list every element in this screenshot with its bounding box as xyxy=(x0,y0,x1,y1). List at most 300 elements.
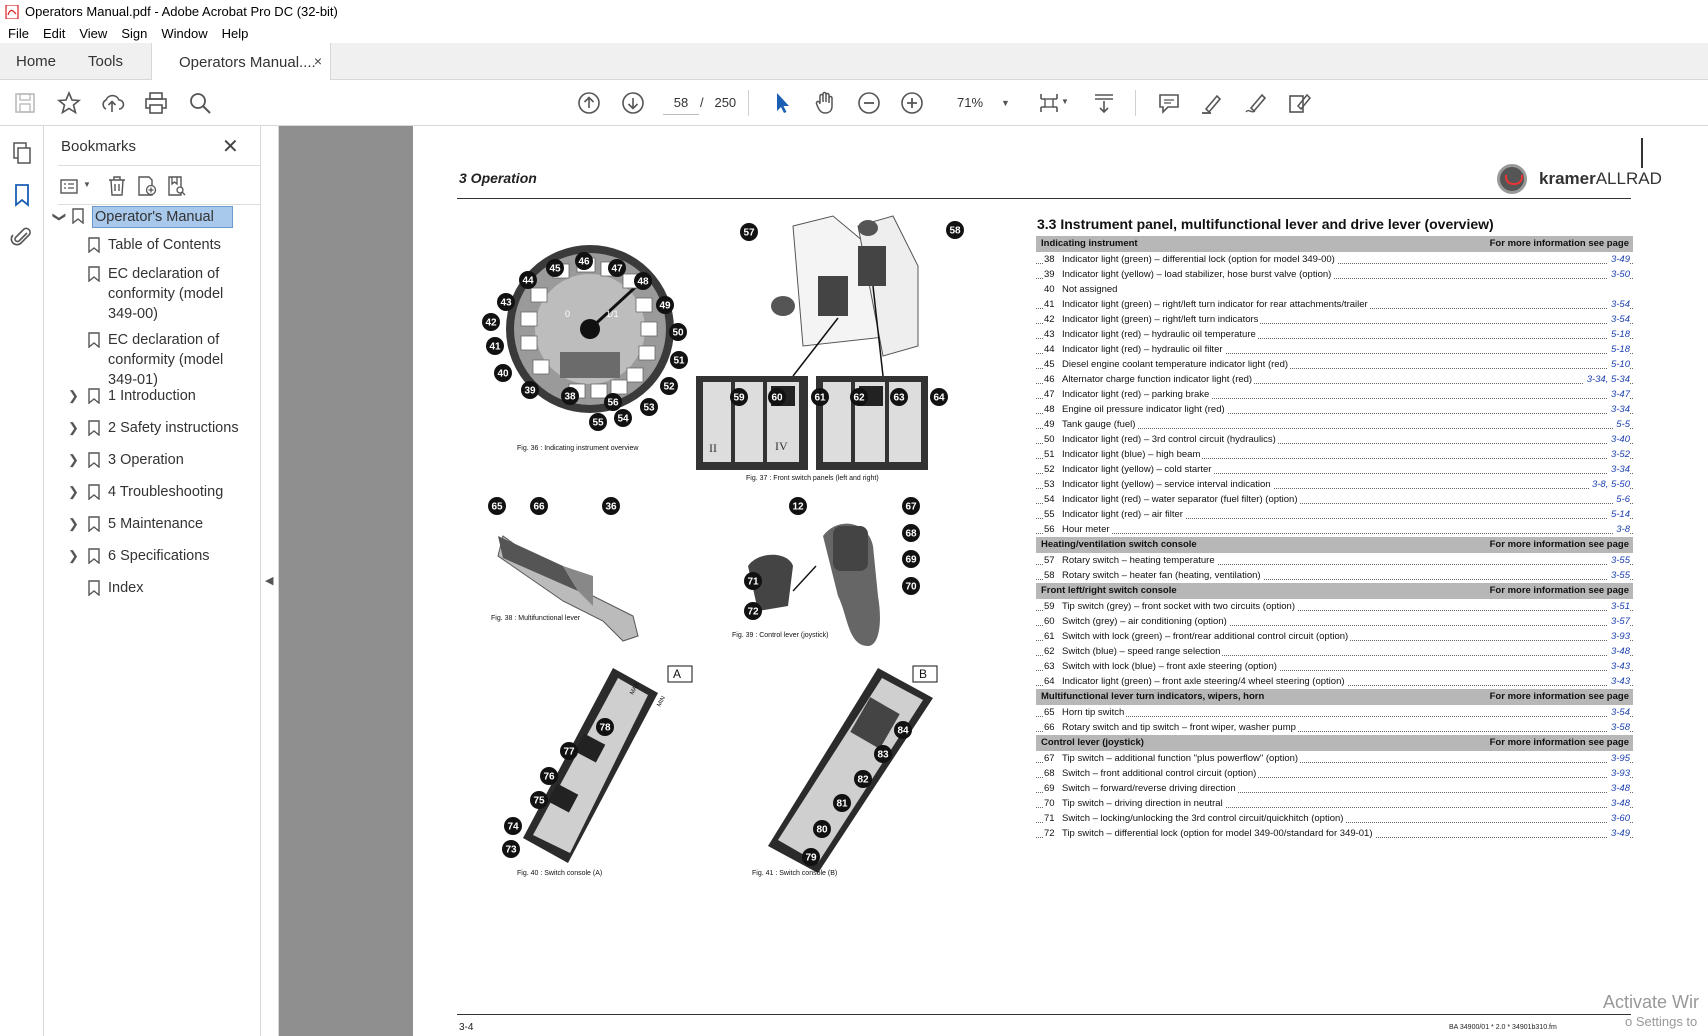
callout-number: 61 xyxy=(814,392,826,404)
bookmark-troubleshooting[interactable] xyxy=(68,482,224,502)
table-row xyxy=(1036,614,1633,629)
row-label: Indicator light (red) – air filter xyxy=(1062,509,1183,520)
row-label: Indicator light (red) – hydraulic oil filter xyxy=(1062,344,1223,355)
row-text xyxy=(1044,768,1258,779)
row-number: 51 xyxy=(1044,449,1055,460)
callout-number: 82 xyxy=(857,774,869,786)
fig37-switch-panels-illustration xyxy=(693,206,993,476)
row-label: Tip switch (grey) – front socket with two circuits (option) xyxy=(1062,601,1295,612)
table-row xyxy=(1036,267,1633,282)
page-reference-link[interactable]: 3-60 xyxy=(1608,811,1630,826)
sign-pen-icon[interactable] xyxy=(1242,89,1270,117)
bookmark-icon xyxy=(88,580,100,596)
page-header: 3 Operation xyxy=(459,170,537,186)
row-label: Indicator light (red) – hydraulic oil temperature xyxy=(1062,329,1256,340)
row-text xyxy=(1044,494,1300,505)
page-reference-link[interactable]: 3-40 xyxy=(1608,432,1630,447)
row-text xyxy=(1044,707,1126,718)
fig41-switch-console-b-illustration xyxy=(698,648,938,868)
row-label: Rotary switch – heating temperature xyxy=(1062,555,1215,566)
callout-number: 55 xyxy=(592,417,604,429)
callout-number: 83 xyxy=(877,749,889,761)
row-number: 57 xyxy=(1044,555,1055,566)
page-reference-link[interactable]: 3-43 xyxy=(1608,674,1630,689)
bookmark-ec-declaration-349-01[interactable] xyxy=(108,330,248,390)
section-title: 3.3 Instrument panel, multifunctional lever and drive lever (overview) xyxy=(1037,216,1494,232)
page-reference-link[interactable]: 3-54 xyxy=(1608,297,1630,312)
kramer-logo-icon xyxy=(1497,164,1527,194)
page-thumbnails-icon[interactable] xyxy=(9,140,35,166)
callout-number: 66 xyxy=(533,501,545,513)
page-reference-link[interactable]: 3-50 xyxy=(1608,267,1630,282)
fig38-caption: Fig. 38 : Multifunctional lever xyxy=(491,615,581,622)
page-reference-link[interactable]: 3-54 xyxy=(1608,312,1630,327)
options-chevron-icon[interactable]: ▼ xyxy=(83,180,91,189)
row-label: Indicator light (yellow) – cold starter xyxy=(1062,464,1212,475)
chevron-down-icon: ▼ xyxy=(1001,98,1010,108)
row-label: Diesel engine coolant temperature indicator light (red) xyxy=(1062,359,1289,370)
callout-number: 58 xyxy=(949,225,961,237)
row-text xyxy=(1044,722,1298,733)
callout-number: 46 xyxy=(578,256,590,268)
callout-number: 70 xyxy=(905,581,917,593)
menu-view[interactable]: View xyxy=(79,25,108,41)
row-number: 64 xyxy=(1044,676,1055,687)
table-group-header xyxy=(1036,583,1633,599)
page-reference-link[interactable]: 3-93 xyxy=(1608,629,1630,644)
row-text xyxy=(1044,254,1337,265)
group-more-info: For more information see page xyxy=(1489,585,1629,596)
page-reference-link[interactable]: 3-54 xyxy=(1608,705,1630,720)
fig40-knob-min: MIN xyxy=(656,695,667,708)
search-icon[interactable] xyxy=(186,89,214,117)
row-number: 41 xyxy=(1044,299,1055,310)
title-bar xyxy=(0,0,1708,23)
page-reference-link[interactable]: 5-18 xyxy=(1608,327,1630,342)
callout-number: 36 xyxy=(605,501,617,513)
row-label: Tip switch – additional function "plus powerflow" (option) xyxy=(1062,753,1299,764)
bookmark-label: 6 Specifications xyxy=(108,548,210,564)
table-group-header xyxy=(1036,735,1633,751)
table-row xyxy=(1036,568,1633,583)
table-row xyxy=(1036,402,1633,417)
row-text xyxy=(1044,753,1300,764)
close-icon[interactable]: ✕ xyxy=(222,136,239,158)
footer-rule xyxy=(457,1014,1631,1015)
row-number: 50 xyxy=(1044,434,1055,445)
cloud-upload-icon[interactable] xyxy=(98,89,126,117)
callout-number: 67 xyxy=(905,501,917,513)
attachments-icon[interactable] xyxy=(9,224,35,250)
tab-tools[interactable]: Tools xyxy=(88,53,124,70)
highlight-pen-icon[interactable] xyxy=(1198,89,1226,117)
callout-number: 72 xyxy=(747,606,759,618)
page-reference-link[interactable]: 3-55 xyxy=(1608,568,1630,583)
callout-number: 60 xyxy=(771,392,783,404)
fig40-caption: Fig. 40 : Switch console (A) xyxy=(517,870,603,877)
page-reference-link[interactable]: 3-34 xyxy=(1608,462,1630,477)
table-row xyxy=(1036,522,1633,537)
page-reference-link[interactable]: 5-14 xyxy=(1608,507,1630,522)
menu-help[interactable]: Help xyxy=(221,25,249,41)
activation-watermark-subtitle: o Settings to xyxy=(1625,1014,1698,1029)
table-row xyxy=(1036,462,1633,477)
row-number: 44 xyxy=(1044,344,1055,355)
select-cursor-icon[interactable] xyxy=(768,89,796,117)
overview-table xyxy=(1036,236,1633,841)
bookmarks-title: Bookmarks xyxy=(61,138,137,155)
table-row xyxy=(1036,599,1633,614)
bookmark-options-icon[interactable] xyxy=(59,174,83,198)
callout-number: 50 xyxy=(672,327,684,339)
row-text xyxy=(1044,434,1278,445)
page-reference-link[interactable]: 3-43 xyxy=(1608,659,1630,674)
row-number: 69 xyxy=(1044,783,1055,794)
row-number: 43 xyxy=(1044,329,1055,340)
comment-icon[interactable] xyxy=(1155,89,1183,117)
page-reference-link[interactable]: 5-5 xyxy=(1613,417,1630,432)
row-label: Horn tip switch xyxy=(1062,707,1125,718)
row-label: Tank gauge (fuel) xyxy=(1062,419,1136,430)
bookmark-operators-manual[interactable] xyxy=(52,206,233,228)
bookmark-introduction[interactable] xyxy=(68,386,196,406)
new-bookmark-icon[interactable] xyxy=(135,174,159,198)
tab-home[interactable]: Home xyxy=(16,53,57,70)
fig41-caption: Fig. 41 : Switch console (B) xyxy=(752,870,838,877)
page-reference-link[interactable]: 5-18 xyxy=(1608,342,1630,357)
group-title: Heating/ventilation switch console xyxy=(1041,539,1197,550)
page-reference-link[interactable]: 3-95 xyxy=(1608,751,1630,766)
table-row xyxy=(1036,297,1633,312)
edit-pdf-icon[interactable] xyxy=(1285,89,1313,117)
bookmark-table-of-contents[interactable] xyxy=(108,235,248,255)
row-label: Indicator light (green) – differential lock (option for model 349-00) xyxy=(1062,254,1335,265)
acrobat-pdf-icon xyxy=(5,5,19,19)
row-number: 53 xyxy=(1044,479,1055,490)
row-text xyxy=(1044,601,1297,612)
page-reference-link[interactable]: 3-34 xyxy=(1608,402,1630,417)
callout-number: 71 xyxy=(747,576,759,588)
table-row xyxy=(1036,796,1633,811)
bookmark-label: Table of Contents xyxy=(108,237,221,253)
table-row xyxy=(1036,447,1633,462)
callout-number: 77 xyxy=(563,746,575,758)
close-tab-icon[interactable]: × xyxy=(313,53,322,69)
row-text xyxy=(1044,419,1137,430)
callout-number: 75 xyxy=(533,795,545,807)
save-icon[interactable] xyxy=(11,89,39,117)
table-row xyxy=(1036,477,1633,492)
row-text xyxy=(1044,299,1370,310)
zoom-out-icon[interactable] xyxy=(855,89,883,117)
bookmark-operation[interactable] xyxy=(68,450,184,470)
fig38-multifunctional-lever-illustration xyxy=(483,496,663,646)
kramer-logo xyxy=(1497,164,1662,194)
page-reference-link[interactable]: 3-8 xyxy=(1613,522,1630,537)
chevron-right-icon[interactable]: ❯ xyxy=(68,548,79,563)
callout-number: 63 xyxy=(893,392,905,404)
row-number: 72 xyxy=(1044,828,1055,839)
row-text xyxy=(1044,631,1350,642)
callout-number: 49 xyxy=(659,300,671,312)
bookmark-label: 3 Operation xyxy=(108,452,184,468)
bookmark-index[interactable] xyxy=(108,578,143,598)
row-text xyxy=(1044,813,1345,824)
table-row xyxy=(1036,387,1633,402)
row-text xyxy=(1044,646,1222,657)
callout-number: 45 xyxy=(549,263,561,275)
table-row xyxy=(1036,312,1633,327)
bookmark-label: Operator's Manual xyxy=(92,206,233,228)
group-more-info: For more information see page xyxy=(1489,539,1629,550)
row-text xyxy=(1044,389,1211,400)
group-title: Indicating instrument xyxy=(1041,238,1138,249)
callout-number: 53 xyxy=(643,402,655,414)
group-title: Control lever (joystick) xyxy=(1041,737,1144,748)
group-title: Front left/right switch console xyxy=(1041,585,1177,596)
row-number: 52 xyxy=(1044,464,1055,475)
page-reference-link[interactable]: 3-48 xyxy=(1608,781,1630,796)
page-reference-link[interactable]: 3-49 xyxy=(1608,826,1630,841)
row-number: 66 xyxy=(1044,722,1055,733)
find-bookmark-icon[interactable] xyxy=(165,174,189,198)
collapse-arrow-icon: ◀ xyxy=(265,575,274,587)
bookmarks-panel-icon[interactable] xyxy=(9,182,35,208)
zoom-value: 71% xyxy=(957,95,984,110)
toolbar xyxy=(0,80,1708,126)
row-label: Hour meter xyxy=(1062,524,1110,535)
row-text xyxy=(1044,374,1254,385)
row-text xyxy=(1044,314,1260,325)
page-reference-link[interactable]: 3-58 xyxy=(1608,720,1630,735)
callout-number: 80 xyxy=(816,824,828,836)
callout-number: 47 xyxy=(611,263,623,275)
page-reference-link[interactable]: 5-10 xyxy=(1608,357,1630,372)
chevron-right-icon[interactable]: ❯ xyxy=(68,452,79,467)
fig39-joystick-illustration xyxy=(698,496,928,646)
bookmark-label: Index xyxy=(108,580,144,596)
row-label: Switch – locking/unlocking the 3rd control circuit/quickhitch (option) xyxy=(1062,813,1344,824)
table-row xyxy=(1036,327,1633,342)
row-text xyxy=(1044,479,1273,490)
fit-page-icon[interactable] xyxy=(1035,89,1063,117)
row-number: 67 xyxy=(1044,753,1055,764)
row-label: Engine oil pressure indicator light (red) xyxy=(1062,404,1225,415)
table-row xyxy=(1036,553,1633,568)
row-text xyxy=(1044,798,1225,809)
table-row xyxy=(1036,826,1633,841)
table-row xyxy=(1036,751,1633,766)
logo-text xyxy=(1539,169,1662,189)
menu-window[interactable]: Window xyxy=(161,25,208,41)
callout-number: 79 xyxy=(805,852,817,864)
callout-number: 40 xyxy=(497,368,509,380)
activation-watermark: Activate Wir xyxy=(1603,992,1700,1012)
bookmark-icon xyxy=(88,420,100,436)
row-number: 61 xyxy=(1044,631,1055,642)
page-reference-link[interactable]: 3-52 xyxy=(1608,447,1630,462)
page-reference-link[interactable]: 3-47 xyxy=(1608,387,1630,402)
row-label: Indicator light (yellow) – service interval indication xyxy=(1062,479,1271,490)
leader-dots xyxy=(1036,533,1633,534)
bookmark-label: 5 Maintenance xyxy=(108,516,204,532)
menu-file[interactable]: File xyxy=(8,25,29,41)
table-row xyxy=(1036,766,1633,781)
callout-number: 57 xyxy=(743,227,755,239)
callout-number: 41 xyxy=(489,341,501,353)
bookmark-icon xyxy=(88,266,100,282)
delete-bookmark-icon[interactable] xyxy=(105,174,129,198)
tab-document-label: Operators Manual.... xyxy=(179,53,316,71)
bookmark-maintenance[interactable] xyxy=(68,514,204,534)
bookmark-icon xyxy=(88,388,100,404)
previous-page-icon[interactable] xyxy=(575,89,603,117)
page-reference-link[interactable]: 3-48 xyxy=(1608,644,1630,659)
logo-suffix: ALLRAD xyxy=(1595,169,1662,188)
toolbar-divider xyxy=(748,90,749,116)
bookmark-label: 1 Introduction xyxy=(108,388,196,404)
callout-number: 48 xyxy=(637,276,649,288)
page-reference-link[interactable]: 3-57 xyxy=(1608,614,1630,629)
row-number: 56 xyxy=(1044,524,1055,535)
row-label: Alternator charge function indicator light (red) xyxy=(1062,374,1253,385)
table-row xyxy=(1036,417,1633,432)
bookmark-specifications[interactable] xyxy=(68,546,210,566)
group-more-info: For more information see page xyxy=(1489,238,1629,249)
callout-number: 52 xyxy=(663,381,675,393)
row-number: 58 xyxy=(1044,570,1055,581)
fig37-panel-mark-left: II xyxy=(709,441,717,455)
row-number: 54 xyxy=(1044,494,1055,505)
tab-document[interactable] xyxy=(151,43,331,81)
callout-number: 59 xyxy=(733,392,745,404)
bookmark-label: 4 Troubleshooting xyxy=(108,484,224,500)
row-text xyxy=(1044,284,1119,295)
row-text xyxy=(1044,570,1263,581)
navigation-rail xyxy=(0,126,44,1036)
bookmarks-toolbar xyxy=(58,165,261,205)
chevron-right-icon[interactable]: ❯ xyxy=(68,484,79,499)
page-reference-link[interactable]: 3-34, 5-34 xyxy=(1584,372,1630,387)
scroll-mode-icon[interactable] xyxy=(1090,89,1118,117)
star-icon[interactable] xyxy=(55,89,83,117)
table-row xyxy=(1036,252,1633,267)
hand-tool-icon[interactable] xyxy=(811,89,839,117)
bookmark-icon xyxy=(88,548,100,564)
group-title: Multifunctional lever turn indicators, wipers, horn xyxy=(1041,691,1265,702)
fit-page-chevron-icon[interactable]: ▼ xyxy=(1061,97,1069,106)
row-number: 49 xyxy=(1044,419,1055,430)
page-reference-link[interactable]: 3-55 xyxy=(1608,553,1630,568)
zoom-level-select[interactable] xyxy=(947,91,1017,115)
callout-number: 78 xyxy=(599,722,611,734)
fig40-console-label: A xyxy=(673,667,682,681)
table-row xyxy=(1036,432,1633,447)
row-number: 63 xyxy=(1044,661,1055,672)
row-text xyxy=(1044,555,1217,566)
fig40-knob-max: MAX xyxy=(629,681,641,696)
row-label: Indicator light (green) – right/left turn indicators xyxy=(1062,314,1259,325)
bookmark-ec-declaration-349-00[interactable] xyxy=(108,264,248,324)
bookmark-icon xyxy=(88,516,100,532)
row-label: Switch – front additional control circuit (option) xyxy=(1062,768,1257,779)
bookmark-label: EC declaration of conformity (model 349-01) xyxy=(108,332,224,388)
chevron-down-icon[interactable]: ❯ xyxy=(52,211,68,223)
menu-sign[interactable]: Sign xyxy=(121,25,148,41)
gauge-label-left: 0 xyxy=(565,309,571,319)
table-row xyxy=(1036,372,1633,387)
callout-number: 54 xyxy=(617,413,629,425)
bookmark-safety-instructions[interactable] xyxy=(68,418,239,438)
row-label: Indicator light (green) – front axle steering/4 wheel steering (option) xyxy=(1062,676,1345,687)
page-reference-link[interactable]: 5-6 xyxy=(1613,492,1630,507)
chevron-right-icon[interactable]: ❯ xyxy=(68,388,79,403)
callout-number: 42 xyxy=(485,317,497,329)
bookmark-icon xyxy=(88,332,100,348)
row-label: Indicator light (green) – right/left turn indicator for rear attachments/trailer xyxy=(1062,299,1368,310)
callout-number: 76 xyxy=(543,771,555,783)
row-label: Rotary switch – heater fan (heating, ventilation) xyxy=(1062,570,1261,581)
menu-edit[interactable]: Edit xyxy=(42,25,66,41)
callout-number: 81 xyxy=(836,798,848,810)
row-number: 39 xyxy=(1044,269,1055,280)
table-row xyxy=(1036,629,1633,644)
pdf-page xyxy=(413,126,1708,1036)
page-reference-link[interactable]: 3-48 xyxy=(1608,796,1630,811)
zoom-in-icon[interactable] xyxy=(898,89,926,117)
document-id: BA 34900/01 * 2.0 * 34901b310.fm xyxy=(1449,1024,1557,1031)
callout-number: 39 xyxy=(524,385,536,397)
chevron-right-icon[interactable]: ❯ xyxy=(68,420,79,435)
page-reference-link[interactable]: 3-8, 5-50 xyxy=(1589,477,1630,492)
table-row xyxy=(1036,811,1633,826)
page-reference-link[interactable]: 3-93 xyxy=(1608,766,1630,781)
row-text xyxy=(1044,828,1375,839)
group-more-info: For more information see page xyxy=(1489,691,1629,702)
row-number: 71 xyxy=(1044,813,1055,824)
table-row xyxy=(1036,705,1633,720)
fig37-caption: Fig. 37 : Front switch panels (left and right) xyxy=(746,475,879,482)
row-text xyxy=(1044,509,1185,520)
callout-number: 62 xyxy=(853,392,865,404)
page-reference-link[interactable]: 3-49 xyxy=(1608,252,1630,267)
table-row xyxy=(1036,507,1633,522)
panel-collapse-handle[interactable] xyxy=(261,126,279,1036)
print-icon[interactable] xyxy=(142,89,170,117)
row-label: Indicator light (red) – 3rd control circuit (hydraulics) xyxy=(1062,434,1276,445)
row-label: Indicator light (yellow) – load stabilizer, hose burst valve (option) xyxy=(1062,269,1332,280)
next-page-icon[interactable] xyxy=(619,89,647,117)
bookmark-label: 2 Safety instructions xyxy=(108,420,239,436)
callout-number: 64 xyxy=(933,392,945,404)
page-count xyxy=(700,91,736,115)
bookmark-icon xyxy=(72,208,84,224)
page-separator: / xyxy=(700,95,704,110)
page-reference-link[interactable]: 3-51 xyxy=(1608,599,1630,614)
fig41-console-label: B xyxy=(919,667,928,681)
document-viewport[interactable] xyxy=(279,126,1708,1036)
row-text xyxy=(1044,783,1238,794)
row-label: Tip switch – differential lock (option for model 349-00/standard for 349-01) xyxy=(1062,828,1373,839)
gauge-label-right: 1/1 xyxy=(606,309,619,319)
chevron-right-icon[interactable]: ❯ xyxy=(68,516,79,531)
bookmark-label: EC declaration of conformity (model 349-00) xyxy=(108,266,224,322)
row-number: 59 xyxy=(1044,601,1055,612)
bookmark-icon xyxy=(88,237,100,253)
table-row xyxy=(1036,342,1633,357)
row-text xyxy=(1044,344,1225,355)
page-number-input[interactable]: 58 xyxy=(663,91,699,115)
